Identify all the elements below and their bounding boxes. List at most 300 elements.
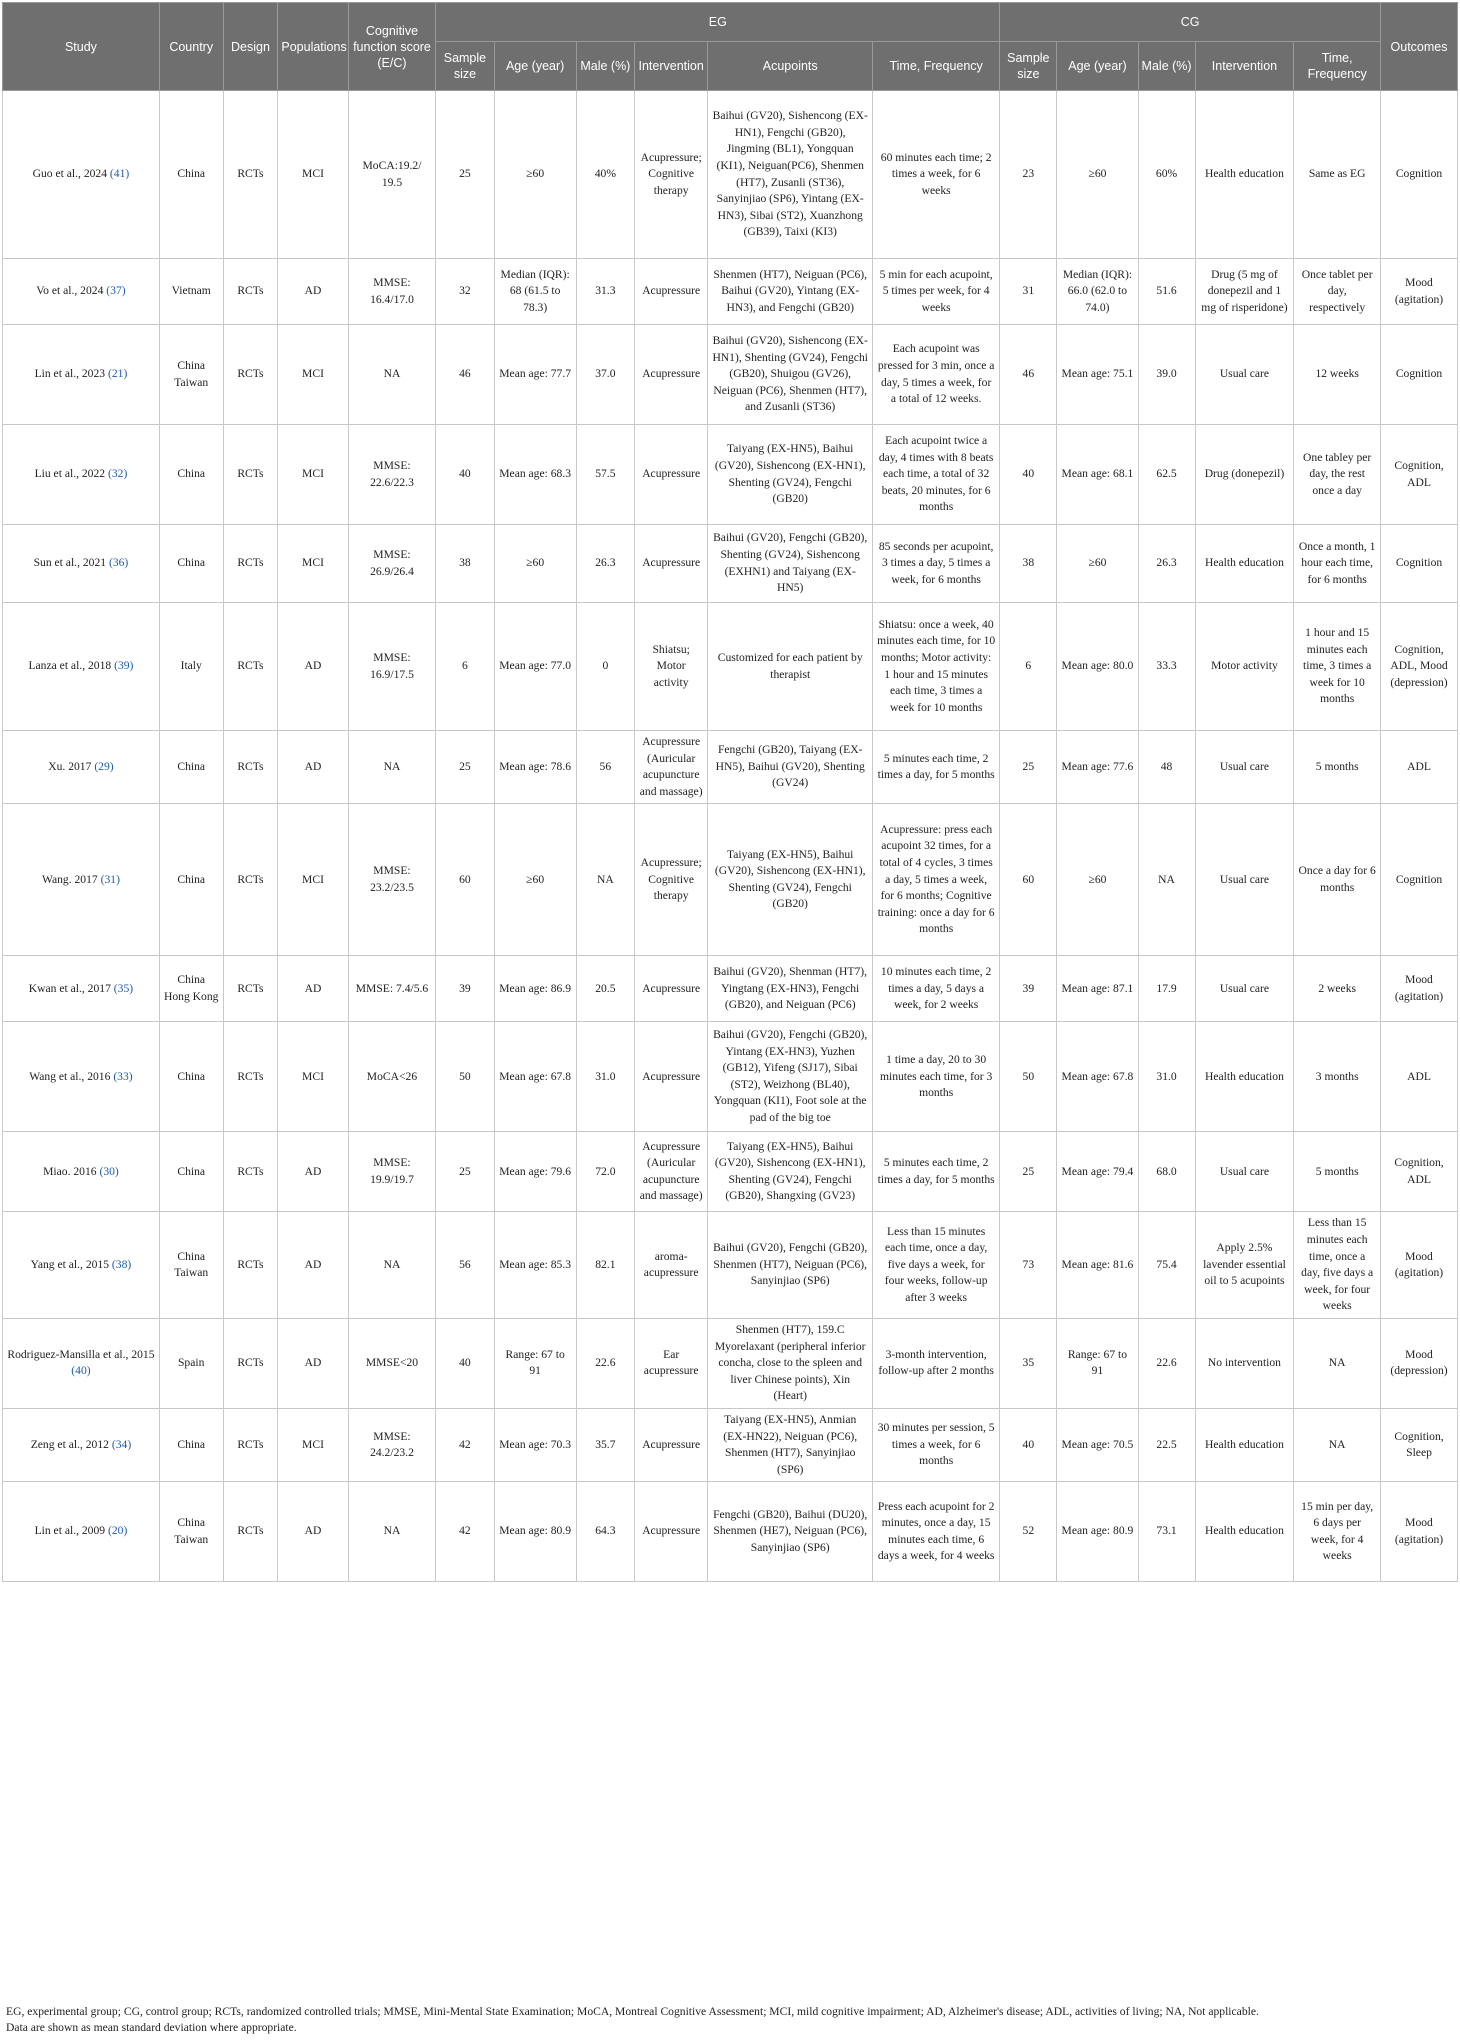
cell-country: China: [159, 1132, 223, 1212]
cell-cg-sample-size: 35: [1000, 1318, 1057, 1408]
study-name: Guo et al., 2024: [32, 167, 108, 181]
cell-cg-age: Mean age: 70.5: [1057, 1408, 1138, 1481]
cell-eg-sample-size: 6: [436, 603, 494, 731]
study-name: Sun et al., 2021: [33, 556, 107, 570]
table-body: [3, 91, 1458, 1582]
col-header-outcomes: Outcomes: [1381, 3, 1458, 91]
cell-cg-male: 60%: [1138, 91, 1195, 259]
cell-design: RCTs: [223, 1132, 278, 1212]
footnote-data-note: Data are shown as mean standard deviation where appropriate.: [6, 2021, 297, 2034]
cell-design: RCTs: [223, 1212, 278, 1319]
header-row-1: [3, 3, 1458, 42]
cell-population: MCI: [278, 325, 348, 425]
reference-link[interactable]: (31): [100, 872, 120, 886]
cell-eg-age: Mean age: 77.7: [494, 325, 576, 425]
cell-study: [3, 425, 160, 525]
cell-eg-male: 40%: [576, 91, 634, 259]
study-name: Lin et al., 2023: [34, 367, 106, 381]
cell-cg-male: 39.0: [1138, 325, 1195, 425]
cell-cg-intervention: No intervention: [1195, 1318, 1294, 1408]
table-row: [3, 525, 1458, 603]
table-row: [3, 1318, 1458, 1408]
cell-country: China: [159, 425, 223, 525]
cell-cognitive-score: MoCA:19.2/ 19.5: [348, 91, 436, 259]
cell-cg-age: Mean age: 79.4: [1057, 1132, 1138, 1212]
cell-acupoints: Customized for each patient by therapist: [708, 603, 873, 731]
cell-eg-sample-size: 25: [436, 731, 494, 804]
study-name: Wang et al., 2016: [29, 1069, 111, 1083]
cell-cognitive-score: NA: [348, 1212, 436, 1319]
cell-eg-intervention: Acupressure; Cognitive therapy: [634, 804, 708, 956]
cell-cg-age: Mean age: 87.1: [1057, 956, 1138, 1022]
cell-cg-time-frequency: Less than 15 minutes each time, once a day, five days a week, for four weeks: [1294, 1212, 1381, 1319]
cell-eg-male: 72.0: [576, 1132, 634, 1212]
cell-country: China: [159, 91, 223, 259]
cell-study: [3, 259, 160, 325]
cell-cg-age: Mean age: 81.6: [1057, 1212, 1138, 1319]
cell-outcomes: Cognition, ADL: [1381, 425, 1458, 525]
cell-cg-age: Mean age: 77.6: [1057, 731, 1138, 804]
cell-country: China: [159, 1022, 223, 1132]
cell-cg-age: Mean age: 67.8: [1057, 1022, 1138, 1132]
cell-cg-intervention: Drug (donepezil): [1195, 425, 1294, 525]
cell-study: [3, 1022, 160, 1132]
cell-outcomes: Cognition: [1381, 91, 1458, 259]
footnote-abbreviations: EG, experimental group; CG, control group; RCTs, randomized controlled trials; MMSE, Mini-Mental State Examination; MoCA, Montreal Cognitive Assessment; MCI, mild cognitive impairment; AD, Alzheimer's disease; ADL, activities of living; NA, Not applicable.: [6, 2005, 1259, 2018]
cell-design: RCTs: [223, 1022, 278, 1132]
reference-link[interactable]: (33): [113, 1069, 133, 1083]
cell-cg-sample-size: 6: [1000, 603, 1057, 731]
cell-cg-intervention: Health education: [1195, 1022, 1294, 1132]
cell-country: Italy: [159, 603, 223, 731]
cell-cg-time-frequency: Once a month, 1 hour each time, for 6 months: [1294, 525, 1381, 603]
cell-study: [3, 325, 160, 425]
col-header-country: Country: [159, 3, 223, 91]
cell-cg-intervention: Apply 2.5% lavender essential oil to 5 acupoints: [1195, 1212, 1294, 1319]
cell-cg-sample-size: 39: [1000, 956, 1057, 1022]
cell-acupoints: Baihui (GV20), Fengchi (GB20), Shenting (GV24), Sishencong (EXHN1) and Taiyang (EX-HN5): [708, 525, 873, 603]
cell-cg-time-frequency: Once tablet per day, respectively: [1294, 259, 1381, 325]
cell-population: AD: [278, 1132, 348, 1212]
cell-eg-age: Mean age: 78.6: [494, 731, 576, 804]
cell-eg-sample-size: 42: [436, 1408, 494, 1481]
cell-country: China Taiwan: [159, 1482, 223, 1582]
cell-design: RCTs: [223, 731, 278, 804]
cell-country: China Hong Kong: [159, 956, 223, 1022]
cell-cg-age: Mean age: 68.1: [1057, 425, 1138, 525]
cell-acupoints: Fengchi (GB20), Taiyang (EX-HN5), Baihui (GV20), Shenting (GV24): [708, 731, 873, 804]
cell-eg-sample-size: 50: [436, 1022, 494, 1132]
cell-population: MCI: [278, 91, 348, 259]
cell-outcomes: Cognition, ADL: [1381, 1132, 1458, 1212]
cell-eg-sample-size: 42: [436, 1482, 494, 1582]
cell-study: [3, 1408, 160, 1481]
study-characteristics-table: [2, 2, 1458, 1582]
cell-cg-sample-size: 73: [1000, 1212, 1057, 1319]
cell-study: [3, 603, 160, 731]
cell-eg-sample-size: 46: [436, 325, 494, 425]
cell-eg-male: 31.3: [576, 259, 634, 325]
cell-cognitive-score: MMSE: 26.9/26.4: [348, 525, 436, 603]
cell-study: [3, 1482, 160, 1582]
cell-cg-male: 51.6: [1138, 259, 1195, 325]
cell-study: [3, 731, 160, 804]
cell-eg-male: 57.5: [576, 425, 634, 525]
cell-study: [3, 1318, 160, 1408]
cell-study: [3, 91, 160, 259]
cell-acupoints: Fengchi (GB20), Baihui (DU20), Shenmen (HE7), Neiguan (PC6), Sanyinjiao (SP6): [708, 1482, 873, 1582]
cell-eg-time-frequency: Acupressure: press each acupoint 32 times, for a total of 4 cycles, 3 times a day, 5 times a week, for 6 months; Cognitive training: once a day for 6 months: [873, 804, 1000, 956]
cell-cg-sample-size: 40: [1000, 425, 1057, 525]
cell-population: AD: [278, 1318, 348, 1408]
table-row: [3, 603, 1458, 731]
cell-eg-intervention: Acupressure: [634, 425, 708, 525]
col-header-cg-male: Male (%): [1138, 42, 1195, 91]
cell-design: RCTs: [223, 525, 278, 603]
cell-cognitive-score: NA: [348, 731, 436, 804]
cell-cg-sample-size: 38: [1000, 525, 1057, 603]
cell-population: MCI: [278, 1408, 348, 1481]
cell-eg-age: Mean age: 67.8: [494, 1022, 576, 1132]
col-header-eg-age: Age (year): [494, 42, 576, 91]
cell-cg-sample-size: 31: [1000, 259, 1057, 325]
cell-cg-time-frequency: Once a day for 6 months: [1294, 804, 1381, 956]
cell-eg-male: 22.6: [576, 1318, 634, 1408]
cell-study: [3, 1212, 160, 1319]
cell-cg-intervention: Usual care: [1195, 804, 1294, 956]
cell-cg-intervention: Motor activity: [1195, 603, 1294, 731]
cell-cg-male: 26.3: [1138, 525, 1195, 603]
reference-link[interactable]: (21): [107, 367, 128, 381]
study-name: Kwan et al., 2017: [28, 981, 111, 995]
col-header-design: Design: [223, 3, 278, 91]
cell-population: MCI: [278, 1022, 348, 1132]
col-header-cognitive-score: Cognitive function score (E/C): [348, 3, 436, 91]
reference-link[interactable]: (36): [108, 556, 129, 570]
cell-cognitive-score: MMSE: 7.4/5.6: [348, 956, 436, 1022]
cell-eg-sample-size: 40: [436, 1318, 494, 1408]
cell-cg-male: 17.9: [1138, 956, 1195, 1022]
reference-link[interactable]: (32): [107, 467, 128, 481]
cell-outcomes: Mood (agitation): [1381, 1212, 1458, 1319]
cell-eg-sample-size: 40: [436, 425, 494, 525]
cell-eg-sample-size: 39: [436, 956, 494, 1022]
cell-cg-sample-size: 52: [1000, 1482, 1057, 1582]
cell-cg-sample-size: 46: [1000, 325, 1057, 425]
cell-acupoints: Taiyang (EX-HN5), Baihui (GV20), Sishencong (EX-HN1), Shenting (GV24), Fengchi (GB20): [708, 804, 873, 956]
cell-cg-time-frequency: 5 months: [1294, 731, 1381, 804]
cell-eg-male: 35.7: [576, 1408, 634, 1481]
cell-design: RCTs: [223, 425, 278, 525]
cell-eg-intervention: Shiatsu; Motor activity: [634, 603, 708, 731]
cell-population: AD: [278, 731, 348, 804]
cell-eg-age: Mean age: 68.3: [494, 425, 576, 525]
cell-acupoints: Taiyang (EX-HN5), Anmian (EX-HN22), Neiguan (PC6), Shenmen (HT7), Sanyinjiao (SP6): [708, 1408, 873, 1481]
reference-link[interactable]: (29): [94, 759, 114, 773]
cell-study: [3, 525, 160, 603]
cell-outcomes: Cognition, Sleep: [1381, 1408, 1458, 1481]
cell-cognitive-score: MMSE<20: [348, 1318, 436, 1408]
cell-country: Vietnam: [159, 259, 223, 325]
cell-cg-time-frequency: 12 weeks: [1294, 325, 1381, 425]
cell-population: MCI: [278, 525, 348, 603]
cell-study: [3, 804, 160, 956]
cell-eg-male: 0: [576, 603, 634, 731]
reference-link[interactable]: (35): [113, 981, 134, 995]
col-header-cg-age: Age (year): [1057, 42, 1138, 91]
cell-cg-male: 73.1: [1138, 1482, 1195, 1582]
reference-link[interactable]: (40): [71, 1364, 91, 1378]
cell-eg-age: Mean age: 80.9: [494, 1482, 576, 1582]
cell-cg-sample-size: 23: [1000, 91, 1057, 259]
cell-cg-time-frequency: 2 weeks: [1294, 956, 1381, 1022]
cell-country: China: [159, 1408, 223, 1481]
cell-outcomes: Mood (depression): [1381, 1318, 1458, 1408]
cell-outcomes: ADL: [1381, 731, 1458, 804]
reference-link[interactable]: (30): [99, 1164, 119, 1178]
table-footnote: [6, 2004, 1454, 2036]
cell-eg-intervention: Acupressure: [634, 259, 708, 325]
cell-cg-male: 62.5: [1138, 425, 1195, 525]
cell-cg-time-frequency: 1 hour and 15 minutes each time, 3 times a week for 10 months: [1294, 603, 1381, 731]
cell-country: Spain: [159, 1318, 223, 1408]
cell-cg-age: ≥60: [1057, 91, 1138, 259]
col-header-populations: Populations: [278, 3, 348, 91]
study-name: Lanza et al., 2018: [28, 659, 112, 673]
group-header-eg: EG: [436, 3, 1000, 42]
cell-eg-age: ≥60: [494, 525, 576, 603]
cell-cg-time-frequency: One tabley per day, the rest once a day: [1294, 425, 1381, 525]
study-name: Miao. 2016: [43, 1164, 97, 1178]
cell-eg-intervention: Acupressure; Cognitive therapy: [634, 91, 708, 259]
reference-link[interactable]: (38): [111, 1257, 132, 1271]
table-row: [3, 956, 1458, 1022]
cell-eg-age: Mean age: 70.3: [494, 1408, 576, 1481]
cell-population: MCI: [278, 425, 348, 525]
cell-design: RCTs: [223, 325, 278, 425]
cell-acupoints: Baihui (GV20), Fengchi (GB20), Shenmen (HT7), Neiguan (PC6), Sanyinjiao (SP6): [708, 1212, 873, 1319]
cell-outcomes: Cognition: [1381, 325, 1458, 425]
cell-eg-intervention: Acupressure: [634, 1022, 708, 1132]
cell-cg-sample-size: 40: [1000, 1408, 1057, 1481]
study-name: Xu. 2017: [48, 759, 92, 773]
cell-cognitive-score: MMSE: 22.6/22.3: [348, 425, 436, 525]
reference-link[interactable]: (20): [107, 1524, 128, 1538]
cell-eg-time-frequency: Press each acupoint for 2 minutes, once a day, 15 minutes each time, 6 days a week, for 4 weeks: [873, 1482, 1000, 1582]
cell-population: AD: [278, 956, 348, 1022]
group-header-cg: CG: [1000, 3, 1381, 42]
cell-eg-sample-size: 32: [436, 259, 494, 325]
cell-outcomes: Cognition: [1381, 525, 1458, 603]
cell-cg-time-frequency: 15 min per day, 6 days per week, for 4 weeks: [1294, 1482, 1381, 1582]
cell-cg-age: Range: 67 to 91: [1057, 1318, 1138, 1408]
reference-link[interactable]: (34): [111, 1437, 132, 1451]
cell-eg-time-frequency: 3-month intervention, follow-up after 2 months: [873, 1318, 1000, 1408]
cell-design: RCTs: [223, 603, 278, 731]
table-row: [3, 1132, 1458, 1212]
cell-eg-intervention: Acupressure: [634, 956, 708, 1022]
cell-design: RCTs: [223, 1408, 278, 1481]
cell-cognitive-score: NA: [348, 1482, 436, 1582]
table-row: [3, 731, 1458, 804]
cell-design: RCTs: [223, 1318, 278, 1408]
cell-cg-intervention: Drug (5 mg of donepezil and 1 mg of risperidone): [1195, 259, 1294, 325]
cell-design: RCTs: [223, 956, 278, 1022]
cell-acupoints: Baihui (GV20), Sishencong (EX-HN1), Fengchi (GB20), Jingming (BL1), Yongquan (KI1), Neiguan(PC6), Shenmen (HT7), Zusanli (ST36), Sanyinjiao (SP6), Yintang (EX-HN3), Sibai (ST2), Xuanzhong (GB39), Taixi (KI3): [708, 91, 873, 259]
cell-outcomes: Mood (agitation): [1381, 259, 1458, 325]
cell-eg-age: Median (IQR): 68 (61.5 to 78.3): [494, 259, 576, 325]
study-name: Wang. 2017: [41, 872, 98, 886]
table-row: [3, 325, 1458, 425]
cell-cg-intervention: Health education: [1195, 1408, 1294, 1481]
cell-population: MCI: [278, 804, 348, 956]
table-row: [3, 1482, 1458, 1582]
cell-eg-male: 82.1: [576, 1212, 634, 1319]
cell-eg-sample-size: 60: [436, 804, 494, 956]
cell-eg-sample-size: 38: [436, 525, 494, 603]
cell-cognitive-score: NA: [348, 325, 436, 425]
study-name: Rodriguez-Mansilla et al., 2015: [7, 1347, 155, 1361]
col-header-eg-sample-size: Sample size: [436, 42, 494, 91]
cell-eg-male: 56: [576, 731, 634, 804]
cell-acupoints: Shenmen (HT7), Neiguan (PC6), Baihui (GV20), Yintang (EX-HN3), and Fengchi (GB20): [708, 259, 873, 325]
cell-eg-age: Mean age: 77.0: [494, 603, 576, 731]
cell-eg-time-frequency: Less than 15 minutes each time, once a day, five days a week, for four weeks, follow-up after 3 weeks: [873, 1212, 1000, 1319]
cell-cg-sample-size: 25: [1000, 731, 1057, 804]
cell-eg-time-frequency: 10 minutes each time, 2 times a day, 5 days a week, for 2 weeks: [873, 956, 1000, 1022]
cell-cg-sample-size: 25: [1000, 1132, 1057, 1212]
cell-cg-intervention: Health education: [1195, 91, 1294, 259]
cell-eg-male: 37.0: [576, 325, 634, 425]
cell-eg-time-frequency: 60 minutes each time; 2 times a week, for 6 weeks: [873, 91, 1000, 259]
cell-cg-male: 22.5: [1138, 1408, 1195, 1481]
cell-country: China Taiwan: [159, 1212, 223, 1319]
cell-eg-intervention: Acupressure: [634, 1408, 708, 1481]
reference-link[interactable]: (39): [114, 659, 134, 673]
col-header-eg-intervention: Intervention: [634, 42, 708, 91]
cell-eg-intervention: Acupressure (Auricular acupuncture and massage): [634, 731, 708, 804]
cell-eg-intervention: Ear acupressure: [634, 1318, 708, 1408]
cell-eg-time-frequency: Each acupoint twice a day, 4 times with 8 beats each time, a total of 32 beats, 20 minutes, for 6 months: [873, 425, 1000, 525]
cell-cg-sample-size: 60: [1000, 804, 1057, 956]
cell-cg-age: Mean age: 80.9: [1057, 1482, 1138, 1582]
study-name: Zeng et al., 2012: [30, 1437, 109, 1451]
cell-cg-time-frequency: NA: [1294, 1318, 1381, 1408]
cell-cg-intervention: Usual care: [1195, 325, 1294, 425]
reference-link[interactable]: (37): [106, 284, 126, 298]
cell-eg-time-frequency: 5 minutes each time, 2 times a day, for 5 months: [873, 731, 1000, 804]
cell-population: AD: [278, 259, 348, 325]
reference-link[interactable]: (41): [109, 167, 130, 181]
cell-eg-age: Mean age: 79.6: [494, 1132, 576, 1212]
cell-cognitive-score: MMSE: 16.9/17.5: [348, 603, 436, 731]
cell-cg-time-frequency: 5 months: [1294, 1132, 1381, 1212]
cell-outcomes: Mood (agitation): [1381, 956, 1458, 1022]
table-row: [3, 1212, 1458, 1319]
cell-cg-time-frequency: Same as EG: [1294, 91, 1381, 259]
cell-design: RCTs: [223, 91, 278, 259]
cell-eg-time-frequency: Shiatsu: once a week, 40 minutes each time, for 10 months; Motor activity: 1 hour and 15 minutes each time, 3 times a week for 10 months: [873, 603, 1000, 731]
cell-cg-male: 68.0: [1138, 1132, 1195, 1212]
cell-cognitive-score: MMSE: 23.2/23.5: [348, 804, 436, 956]
cell-eg-sample-size: 56: [436, 1212, 494, 1319]
cell-eg-male: 20.5: [576, 956, 634, 1022]
cell-country: China: [159, 731, 223, 804]
cell-study: [3, 1132, 160, 1212]
cell-acupoints: Taiyang (EX-HN5), Baihui (GV20), Sishencong (EX-HN1), Shenting (GV24), Fengchi (GB20): [708, 425, 873, 525]
cell-eg-age: ≥60: [494, 804, 576, 956]
cell-acupoints: Baihui (GV20), Shenman (HT7), Yingtang (EX-HN3), Fengchi (GB20), and Neiguan (PC6): [708, 956, 873, 1022]
cell-country: China Taiwan: [159, 325, 223, 425]
cell-design: RCTs: [223, 804, 278, 956]
cell-eg-intervention: aroma-acupressure: [634, 1212, 708, 1319]
cell-eg-male: 31.0: [576, 1022, 634, 1132]
cell-eg-intervention: Acupressure: [634, 1482, 708, 1582]
cell-eg-age: Mean age: 85.3: [494, 1212, 576, 1319]
cell-cg-male: 75.4: [1138, 1212, 1195, 1319]
cell-eg-age: Mean age: 86.9: [494, 956, 576, 1022]
cell-cg-intervention: Health education: [1195, 525, 1294, 603]
col-header-cg-sample-size: Sample size: [1000, 42, 1057, 91]
cell-eg-intervention: Acupressure (Auricular acupuncture and massage): [634, 1132, 708, 1212]
cell-outcomes: Cognition: [1381, 804, 1458, 956]
table-row: [3, 259, 1458, 325]
cell-population: AD: [278, 1482, 348, 1582]
table-row: [3, 425, 1458, 525]
col-header-cg-intervention: Intervention: [1195, 42, 1294, 91]
cell-cg-age: Median (IQR): 66.0 (62.0 to 74.0): [1057, 259, 1138, 325]
cell-population: AD: [278, 1212, 348, 1319]
cell-cg-time-frequency: NA: [1294, 1408, 1381, 1481]
cell-cg-age: ≥60: [1057, 804, 1138, 956]
table-row: [3, 804, 1458, 956]
study-name: Vo et al., 2024: [36, 284, 104, 298]
col-header-cg-time-frequency: Time, Frequency: [1294, 42, 1381, 91]
cell-eg-sample-size: 25: [436, 1132, 494, 1212]
cell-country: China: [159, 525, 223, 603]
cell-cg-intervention: Usual care: [1195, 1132, 1294, 1212]
cell-design: RCTs: [223, 259, 278, 325]
cell-outcomes: Cognition, ADL, Mood (depression): [1381, 603, 1458, 731]
cell-cg-time-frequency: 3 months: [1294, 1022, 1381, 1132]
cell-eg-age: ≥60: [494, 91, 576, 259]
cell-eg-male: 26.3: [576, 525, 634, 603]
cell-cg-male: 31.0: [1138, 1022, 1195, 1132]
col-header-eg-time-frequency: Time, Frequency: [873, 42, 1000, 91]
col-header-eg-male: Male (%): [576, 42, 634, 91]
col-header-study: Study: [3, 3, 160, 91]
cell-acupoints: Taiyang (EX-HN5), Baihui (GV20), Sishencong (EX-HN1), Shenting (GV24), Fengchi (GB20), Shangxing (GV23): [708, 1132, 873, 1212]
cell-eg-sample-size: 25: [436, 91, 494, 259]
col-header-acupoints: Acupoints: [708, 42, 873, 91]
cell-cg-intervention: Usual care: [1195, 731, 1294, 804]
cell-outcomes: ADL: [1381, 1022, 1458, 1132]
cell-cg-age: ≥60: [1057, 525, 1138, 603]
cell-acupoints: Baihui (GV20), Sishencong (EX-HN1), Shenting (GV24), Fengchi (GB20), Shuigou (GV26), Neiguan (PC6), Shenmen (HT7), and Zusanli (ST36): [708, 325, 873, 425]
study-name: Yang et al., 2015: [30, 1257, 110, 1271]
cell-eg-time-frequency: 30 minutes per session, 5 times a week, for 6 months: [873, 1408, 1000, 1481]
cell-eg-intervention: Acupressure: [634, 525, 708, 603]
table-row: [3, 1408, 1458, 1481]
cell-cg-male: 33.3: [1138, 603, 1195, 731]
cell-cognitive-score: MMSE: 19.9/19.7: [348, 1132, 436, 1212]
cell-eg-male: 64.3: [576, 1482, 634, 1582]
cell-population: AD: [278, 603, 348, 731]
table-row: [3, 91, 1458, 259]
table-row: [3, 1022, 1458, 1132]
cell-country: China: [159, 804, 223, 956]
cell-acupoints: Shenmen (HT7), 159.C Myorelaxant (peripheral inferior concha, close to the spleen and liver Chinese points), Xin (Heart): [708, 1318, 873, 1408]
